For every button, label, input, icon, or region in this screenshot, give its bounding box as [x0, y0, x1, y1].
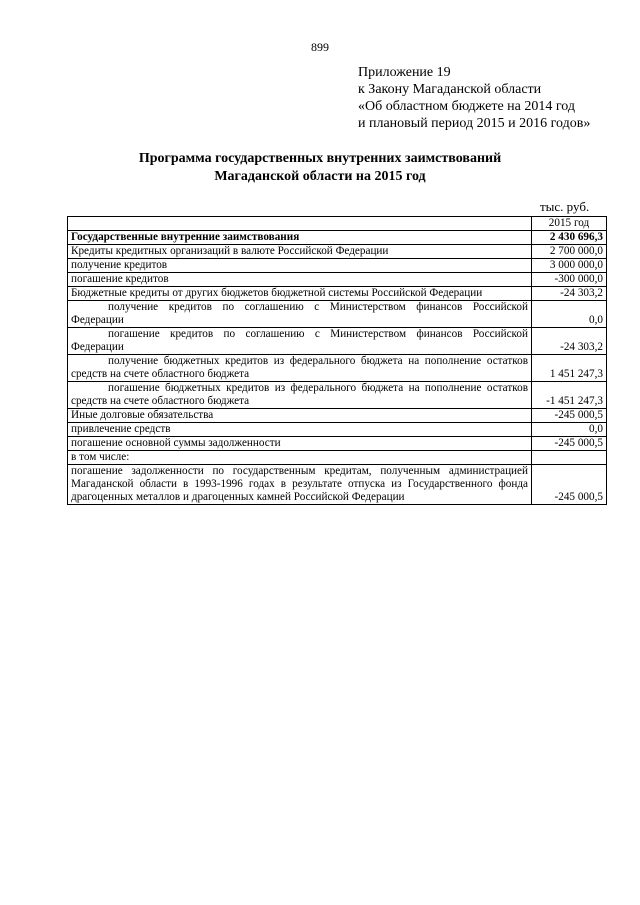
table-row	[68, 465, 607, 505]
row-label: Иные долговые обязательства	[68, 409, 532, 423]
appendix-line: Приложение 19	[358, 65, 451, 80]
row-label: в том числе:	[68, 451, 532, 465]
row-label: погашение задолженности по государственным кредитам, полученным администрацией Магаданской области в 1993-1996 годах в результате отпуска из Государственного фонда драгоценных металлов и драгоценных камней Российской Федерации	[68, 465, 532, 505]
units-label: тыс. руб.	[540, 199, 590, 214]
row-value: -1 451 247,3	[532, 382, 607, 409]
appendix-line: и плановый период 2015 и 2016 годов»	[358, 116, 591, 131]
row-value: 3 000 000,0	[532, 259, 607, 273]
table-row	[68, 287, 607, 301]
row-value: 2 700 000,0	[532, 245, 607, 259]
table-row	[68, 409, 607, 423]
table-row	[68, 355, 607, 382]
table-header-row	[68, 217, 607, 231]
row-value: 0,0	[532, 301, 607, 328]
row-label: получение кредитов по соглашению с Министерством финансов Российской Федерации	[68, 301, 532, 328]
document-title	[0, 150, 640, 186]
year-header: 2015 год	[532, 217, 607, 231]
table-row	[68, 301, 607, 328]
row-value: 0,0	[532, 423, 607, 437]
table-row	[68, 437, 607, 451]
row-label: Кредиты кредитных организаций в валюте Российской Федерации	[68, 245, 532, 259]
row-label: получение кредитов	[68, 259, 532, 273]
row-label: Государственные внутренние заимствования	[68, 231, 532, 245]
table-row	[68, 423, 607, 437]
row-label: привлечение средств	[68, 423, 532, 437]
row-label: погашение кредитов	[68, 273, 532, 287]
appendix-line: «Об областном бюджете на 2014 год	[358, 99, 575, 114]
title-line: Программа государственных внутренних заимствований	[138, 151, 502, 166]
table-row	[68, 328, 607, 355]
page-number: 899	[311, 40, 329, 54]
appendix-header	[358, 64, 590, 132]
row-label: погашение кредитов по соглашению с Министерством финансов Российской Федерации	[68, 328, 532, 355]
row-label: получение бюджетных кредитов из федерального бюджета на пополнение остатков средств на счете областного бюджета	[68, 355, 532, 382]
table-row	[68, 382, 607, 409]
row-value: 2 430 696,3	[532, 231, 607, 245]
borrowing-table	[67, 216, 607, 505]
row-value: 1 451 247,3	[532, 355, 607, 382]
appendix-line: к Закону Магаданской области	[358, 82, 542, 97]
row-label: Бюджетные кредиты от других бюджетов бюджетной системы Российской Федерации	[68, 287, 532, 301]
table-row	[68, 231, 607, 245]
table-row	[68, 259, 607, 273]
header-empty-cell	[68, 217, 532, 231]
row-value	[532, 451, 607, 465]
row-value: -300 000,0	[532, 273, 607, 287]
title-line: Магаданской области на 2015 год	[214, 169, 426, 184]
table-row	[68, 451, 607, 465]
row-label: погашение основной суммы задолженности	[68, 437, 532, 451]
row-value: -245 000,5	[532, 465, 607, 505]
row-label: погашение бюджетных кредитов из федерального бюджета на пополнение остатков средств на счете областного бюджета	[68, 382, 532, 409]
row-value: -245 000,5	[532, 437, 607, 451]
row-value: -24 303,2	[532, 328, 607, 355]
table-row	[68, 245, 607, 259]
row-value: -24 303,2	[532, 287, 607, 301]
table-row	[68, 273, 607, 287]
row-value: -245 000,5	[532, 409, 607, 423]
